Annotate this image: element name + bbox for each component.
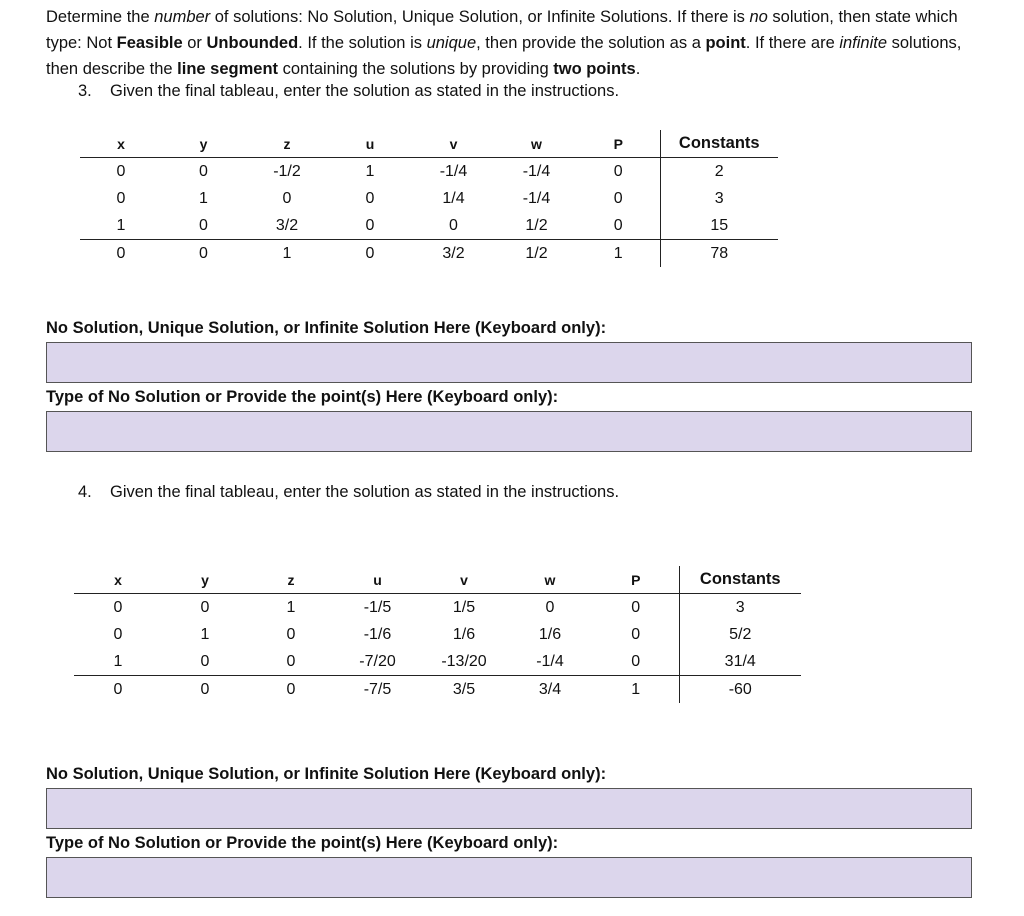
table-cell: 1/4 bbox=[442, 189, 465, 207]
table-cell: 0 bbox=[613, 162, 623, 180]
table-cell-constant: 2 bbox=[660, 158, 778, 186]
col-header: w bbox=[496, 130, 577, 158]
instr-text: . bbox=[635, 60, 641, 78]
table-cell: 0 bbox=[631, 652, 641, 670]
col-header: P bbox=[593, 566, 679, 594]
table-cell: 0 bbox=[113, 625, 123, 643]
table-cell: 0 bbox=[200, 598, 210, 616]
table-cell: 1 bbox=[577, 240, 660, 268]
table-cell: 0 bbox=[631, 625, 641, 643]
table-cell: 0 bbox=[162, 676, 248, 704]
table-cell: 1/6 bbox=[452, 625, 476, 643]
table-row-objective bbox=[74, 676, 801, 704]
table-cell: 3/2 bbox=[275, 216, 299, 234]
col-header: v bbox=[411, 130, 496, 158]
col-header: z bbox=[245, 130, 329, 158]
table-cell: -7/5 bbox=[334, 676, 421, 704]
table-cell-constant: 5/2 bbox=[679, 621, 801, 648]
table-cell: 0 bbox=[545, 598, 555, 616]
table-cell: -1/4 bbox=[522, 189, 551, 207]
table-cell: -13/20 bbox=[441, 652, 487, 670]
q4-answer-label-1: No Solution, Unique Solution, or Infinite Solution Here (Keyboard only): bbox=[46, 765, 607, 783]
question-text: Given the final tableau, enter the solution as stated in the instructions. bbox=[110, 82, 620, 100]
tableau-q3 bbox=[80, 130, 778, 267]
table-cell: 0 bbox=[74, 676, 162, 704]
table-cell: -7/20 bbox=[359, 652, 396, 670]
table-cell: -1/6 bbox=[363, 625, 392, 643]
q3-answer-label-1: No Solution, Unique Solution, or Infinite Solution Here (Keyboard only): bbox=[46, 319, 607, 337]
instr-bold-two-points: two points bbox=[553, 60, 636, 78]
col-header: z bbox=[248, 566, 334, 594]
question-text: Given the final tableau, enter the solution as stated in the instructions. bbox=[110, 483, 620, 501]
table-cell-constant: 31/4 bbox=[679, 648, 801, 676]
table-cell: 1 bbox=[200, 625, 210, 643]
instr-italic-no: no bbox=[749, 8, 768, 26]
q4-answer-label-2: Type of No Solution or Provide the point(s) Here (Keyboard only): bbox=[46, 834, 559, 852]
instr-text: solution, then state which type: Not bbox=[46, 8, 958, 52]
instructions bbox=[46, 4, 986, 82]
table-cell: 3/5 bbox=[421, 676, 507, 704]
table-cell: 0 bbox=[631, 598, 641, 616]
q3-answer-field-1[interactable] bbox=[46, 342, 972, 383]
q4-answer-field-2[interactable] bbox=[46, 857, 972, 898]
table-cell: 0 bbox=[365, 189, 375, 207]
question-3-prompt bbox=[78, 80, 619, 102]
table-cell-constant: 3 bbox=[660, 185, 778, 212]
instr-text: containing the solutions by providing bbox=[278, 60, 554, 78]
q4-answer-field-1[interactable] bbox=[46, 788, 972, 829]
tableau-q4 bbox=[74, 566, 801, 703]
col-header: u bbox=[329, 130, 411, 158]
table-row bbox=[74, 621, 801, 648]
table-cell-constant: 78 bbox=[660, 240, 778, 268]
table-cell: 0 bbox=[248, 676, 334, 704]
table-cell: -1/4 bbox=[439, 162, 468, 180]
table-cell-constant: 15 bbox=[660, 212, 778, 240]
table-cell: 1 bbox=[245, 240, 329, 268]
instr-italic-unique: unique bbox=[426, 34, 477, 52]
table-cell: 0 bbox=[613, 216, 623, 234]
table-row bbox=[74, 648, 801, 676]
table-cell: 0 bbox=[162, 240, 245, 268]
instr-text: or bbox=[182, 34, 207, 52]
instr-text: of solutions: No Solution, Unique Solution, or Infinite Solutions. If there is bbox=[210, 8, 750, 26]
table-cell: 0 bbox=[365, 216, 375, 234]
instr-italic-infinite: infinite bbox=[839, 34, 888, 52]
table-cell: -1/5 bbox=[363, 598, 392, 616]
table-cell: 0 bbox=[282, 189, 292, 207]
table-cell: -1/2 bbox=[273, 162, 301, 180]
instr-italic-number: number bbox=[154, 8, 211, 26]
col-header: w bbox=[507, 566, 593, 594]
table-cell: 1 bbox=[199, 189, 208, 207]
table-cell: 1/2 bbox=[525, 216, 548, 234]
table-cell: 0 bbox=[113, 598, 123, 616]
col-header: P bbox=[577, 130, 660, 158]
table-cell: 0 bbox=[286, 625, 296, 643]
instr-text: . If there are bbox=[745, 34, 840, 52]
table-cell: 0 bbox=[613, 189, 623, 207]
q3-answer-field-2[interactable] bbox=[46, 411, 972, 452]
table-cell: 0 bbox=[116, 162, 126, 180]
table-cell: 0 bbox=[199, 216, 208, 234]
col-header: v bbox=[421, 566, 507, 594]
table-cell: 1 bbox=[113, 652, 123, 670]
col-header: x bbox=[80, 130, 162, 158]
instr-bold-unbounded: Unbounded bbox=[206, 34, 299, 52]
col-header-constants: Constants bbox=[660, 130, 778, 158]
instr-text: . If the solution is bbox=[298, 34, 427, 52]
table-cell: 0 bbox=[80, 240, 162, 268]
table-cell: 0 bbox=[286, 652, 296, 670]
table-cell: 1/2 bbox=[496, 240, 577, 268]
col-header: u bbox=[334, 566, 421, 594]
col-header: y bbox=[162, 130, 245, 158]
table-row-objective bbox=[80, 240, 778, 268]
table-row bbox=[74, 594, 801, 622]
table-cell: 3/4 bbox=[507, 676, 593, 704]
table-cell: 1 bbox=[593, 676, 679, 704]
table-cell: 0 bbox=[199, 162, 208, 180]
question-4-prompt bbox=[78, 481, 619, 503]
col-header-constants: Constants bbox=[679, 566, 801, 594]
question-number: 3. bbox=[78, 82, 92, 100]
col-header: y bbox=[162, 566, 248, 594]
instr-bold-point: point bbox=[705, 34, 746, 52]
question-number: 4. bbox=[78, 483, 92, 501]
table-row bbox=[80, 158, 778, 186]
table-cell: 0 bbox=[449, 216, 458, 234]
q3-answer-label-2: Type of No Solution or Provide the point(s) Here (Keyboard only): bbox=[46, 388, 559, 406]
instr-bold-line-segment: line segment bbox=[177, 60, 279, 78]
table-cell: 1 bbox=[365, 162, 375, 180]
table-cell: 3/2 bbox=[411, 240, 496, 268]
table-cell: 1 bbox=[116, 216, 126, 234]
table-row bbox=[80, 185, 778, 212]
table-cell: 0 bbox=[200, 652, 210, 670]
table-cell: 0 bbox=[329, 240, 411, 268]
instr-text: solutions, then describe the bbox=[46, 34, 962, 78]
table-cell-constant: -60 bbox=[679, 676, 801, 704]
table-cell: -1/4 bbox=[536, 652, 564, 670]
instr-text: , then provide the solution as a bbox=[476, 34, 706, 52]
table-cell: 1/5 bbox=[452, 598, 476, 616]
table-cell: 0 bbox=[116, 189, 126, 207]
table-cell: 1 bbox=[286, 598, 296, 616]
table-cell-constant: 3 bbox=[679, 594, 801, 622]
col-header: x bbox=[74, 566, 162, 594]
table-row bbox=[80, 212, 778, 240]
table-cell: 1/6 bbox=[538, 625, 562, 643]
table-cell: -1/4 bbox=[522, 162, 551, 180]
instr-text: Determine the bbox=[46, 8, 155, 26]
instr-bold-feasible: Feasible bbox=[116, 34, 183, 52]
